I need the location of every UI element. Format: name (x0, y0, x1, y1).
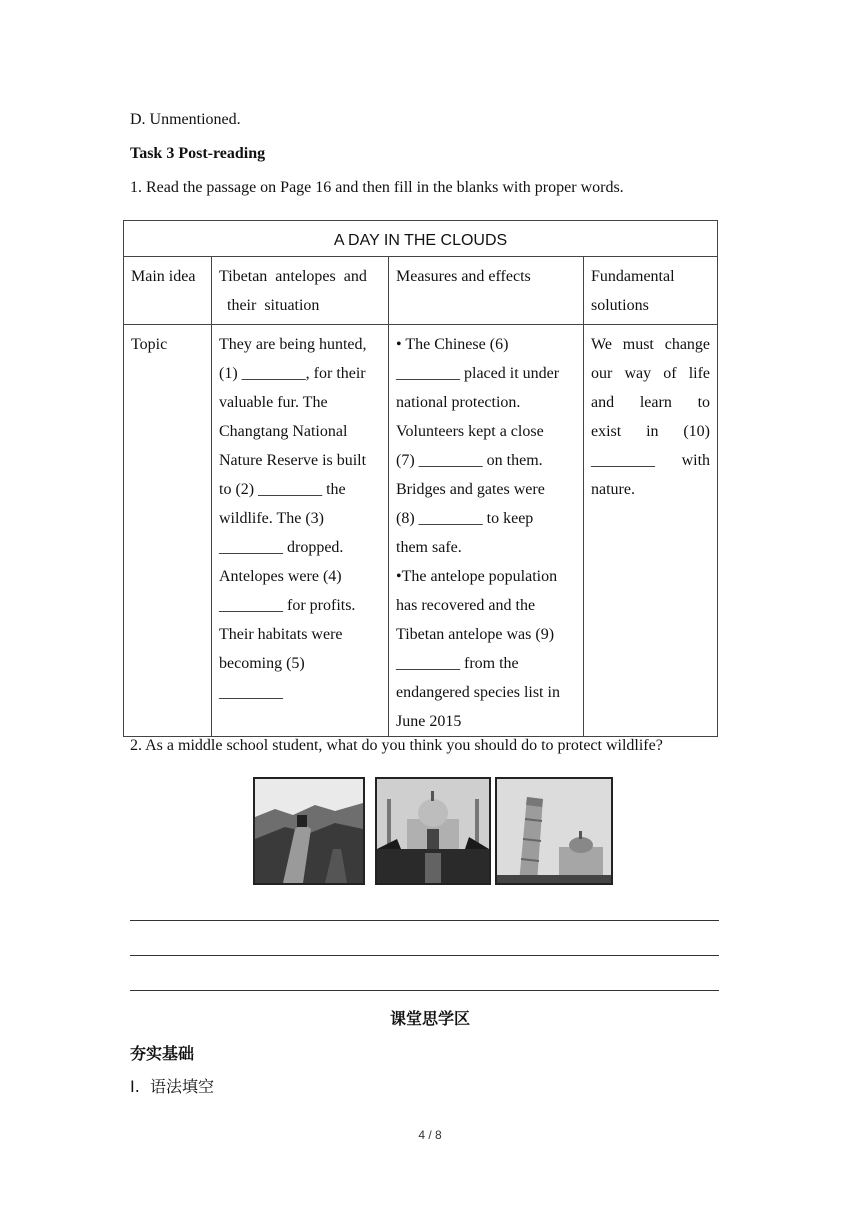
table-topic-row (124, 325, 718, 737)
cell-line: (1) ________, for their (219, 365, 366, 382)
cell-line: (7) ________ on them. (396, 452, 543, 469)
cell-line: Volunteers kept a close (396, 423, 544, 440)
header-antelopes (212, 257, 389, 325)
cell-line: them safe. (396, 539, 462, 556)
summary-table (123, 220, 718, 737)
taj-mahal-photo (375, 777, 491, 885)
cell-line: ________ for profits. (219, 597, 356, 614)
landmark-photos (247, 773, 621, 891)
cell-line: (8) ________ to keep (396, 510, 534, 527)
cell-line: to (2) ________ the (219, 481, 346, 498)
option-d-line: D. Unmentioned. (130, 111, 241, 128)
header-solutions-line2: solutions (591, 297, 649, 314)
header-measures: Measures and effects (389, 257, 584, 325)
item-i-heading: I. 语法填空 (130, 1077, 214, 1096)
answer-line-3 (130, 990, 719, 991)
cell-line: nature. (591, 481, 635, 498)
page-number: 4 / 8 (418, 1128, 442, 1142)
cell-line: exist in (10) (591, 423, 711, 440)
cell-line: Antelopes were (4) (219, 568, 342, 585)
cell-line: ________ (219, 684, 283, 701)
header-solutions (584, 257, 718, 325)
cell-line: June 2015 (396, 713, 462, 730)
cell-line: valuable fur. The (219, 394, 328, 411)
table-title-row (124, 221, 718, 257)
cell-line: ________ dropped. (219, 539, 344, 556)
great-wall-photo (253, 777, 365, 885)
cell-line: They are being hunted, (219, 336, 367, 353)
cell-line: Bridges and gates were (396, 481, 545, 498)
cell-line: ________ with (591, 452, 711, 469)
header-antelopes-line1: Tibetan antelopes and (219, 268, 367, 285)
task3-heading: Task 3 Post-reading (130, 145, 266, 162)
question-2: 2. As a middle school student, what do you think you should do to protect wildlife? (130, 737, 663, 754)
solutions-cell (584, 325, 718, 737)
cell-line: national protection. (396, 394, 521, 411)
section-title: 课堂思学区 (389, 1009, 470, 1028)
antelope-situation-cell (212, 325, 389, 737)
sub-heading: 夯实基础 (130, 1044, 195, 1063)
cell-line: We must change (591, 336, 711, 353)
topic-label: Topic (124, 325, 212, 737)
cell-line: ________ from the (396, 655, 519, 672)
cell-line: becoming (5) (219, 655, 305, 672)
leaning-tower-photo (495, 777, 613, 885)
answer-line-2 (130, 955, 719, 956)
table-header-row (124, 257, 718, 325)
cell-line: endangered species list in (396, 684, 560, 701)
question-1: 1. Read the passage on Page 16 and then fill in the blanks with proper words. (130, 179, 624, 196)
cell-line: has recovered and the (396, 597, 536, 614)
table-title: A DAY IN THE CLOUDS (124, 221, 718, 257)
cell-line: •The antelope population (396, 568, 558, 585)
cell-line: Changtang National (219, 423, 348, 440)
cell-line: and learn to (591, 394, 711, 411)
cell-line: our way of life (591, 365, 711, 382)
header-antelopes-line2: their situation (227, 297, 320, 314)
cell-line: Tibetan antelope was (9) (396, 626, 555, 643)
cell-line: • The Chinese (6) (396, 336, 509, 353)
cell-line: wildlife. The (3) (219, 510, 325, 527)
header-main-idea: Main idea (124, 257, 212, 325)
cell-line: ________ placed it under (396, 365, 560, 382)
measures-effects-cell (389, 325, 584, 737)
header-solutions-line1: Fundamental (591, 268, 675, 285)
answer-line-1 (130, 920, 719, 921)
cell-line: Their habitats were (219, 626, 343, 643)
cell-line: Nature Reserve is built (219, 452, 367, 469)
